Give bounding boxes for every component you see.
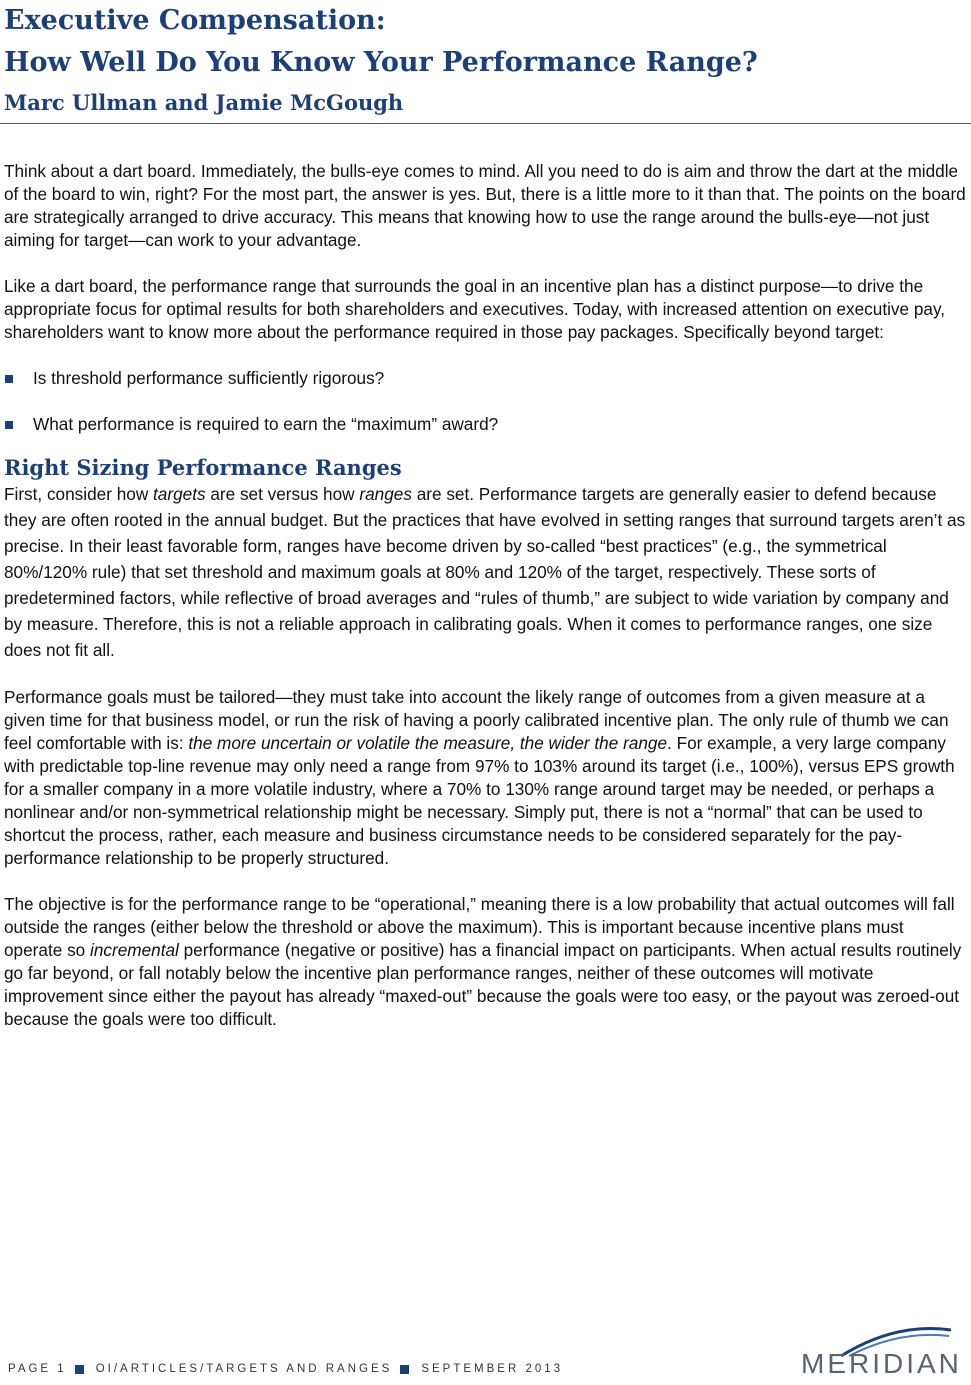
article-body — [4, 160, 966, 1031]
list-item — [4, 367, 966, 390]
list-item — [4, 413, 966, 436]
footer-path: OI/ARTICLES/TARGETS AND RANGES — [95, 1363, 393, 1375]
bullet-text: Is threshold performance sufficiently rigorous? — [33, 368, 385, 388]
p5-text: The objective is for the performance range to be “operational,” meaning there is a low probability that actual outcomes will fall outside the ranges (either below the threshold or above the maximum). This is important because incentive plans must operate so — [4, 894, 955, 960]
footer-page: PAGE 1 — [8, 1363, 67, 1375]
p3-text: are set. Performance targets are generally easier to defend because they are often rooted in the annual budget. But the practices that have evolved in setting ranges that surround targets aren’t as precise. In their least favorable form, ranges have become driven by so-called “best practices” (e.g., the symmetrical 80%/120% rule) that set threshold and maximum goals at 80% and 120% of the target, respectively. These sorts of predetermined factors, while reflective of broad averages and “rules of thumb,” are subject to wide variation by company and by measure. Therefore, this is not a reliable approach in calibrating goals. When it comes to performance ranges, one size does not fit all. — [4, 484, 966, 660]
p3-text: are set versus how — [205, 484, 360, 504]
footer-separator-icon — [400, 1365, 409, 1374]
p5-italic: incremental — [90, 940, 179, 960]
authors: Marc Ullman and Jamie McGough — [4, 90, 404, 115]
p5-text: performance (negative or positive) has a financial impact on participants. When actual results routinely go far beyond, or fall notably below the incentive plan performance ranges, neither of these outcomes will motivate improvement since either the payout has already “maxed-out” because the goals were too easy, or the payout was zeroed-out because the goals were too difficult. — [4, 940, 962, 1029]
paragraph-5 — [4, 893, 966, 1031]
bullet-text: What performance is required to earn the “maximum” award? — [33, 414, 499, 434]
footer-date: SEPTEMBER 2013 — [421, 1363, 564, 1375]
footer-separator-icon — [75, 1365, 84, 1374]
meridian-logo — [801, 1318, 961, 1382]
paragraph-4 — [4, 686, 966, 870]
section-heading: Right Sizing Performance Ranges — [4, 455, 402, 480]
title-line-2: How Well Do You Know Your Performance Range? — [4, 47, 758, 78]
bullet-square-icon — [5, 375, 13, 383]
page-footer — [8, 1363, 563, 1375]
header-divider — [0, 123, 971, 124]
p4-text: . For example, a very large company with predictable top-line revenue may only need a range from 97% to 103% around its target (i.e., 100%), versus EPS growth for a smaller company in a more volatile industry, where a 70% to 130% range around target may be needed, or perhaps a nonlinear and/or non-symmetrical relationship might be necessary. Simply put, there is not a “normal” that can be used to shortcut the process, rather, each measure and business circumstance needs to be considered separately for the pay-performance relationship to be properly structured. — [4, 733, 955, 868]
document-title — [4, 0, 971, 84]
p3-text: First, consider how — [4, 484, 154, 504]
paragraph-2: Like a dart board, the performance range that surrounds the goal in an incentive plan has a distinct purpose—to drive the appropriate focus for optimal results for both shareholders and executives. Today, with increased attention on executive pay, shareholders want to know more about the performance required in those pay packages. Specifically beyond target: — [4, 276, 946, 342]
document-header — [4, 0, 971, 122]
p4-italic: the more uncertain or volatile the measure, the wider the range — [188, 733, 668, 753]
paragraph-1: Think about a dart board. Immediately, the bulls-eye comes to mind. All you need to do is aim and throw the dart at the middle of the board to win, right? For the most part, the answer is yes. But, there is a little more to it than that. The points on the board are strategically arranged to drive accuracy. This means that knowing how to use the range around the bulls-eye—not just aiming for target—can work to your advantage. — [4, 161, 966, 250]
bullet-list — [4, 367, 966, 436]
paragraph-3 — [4, 481, 966, 663]
logo-text: MERIDIAN — [801, 1348, 962, 1379]
p4-text: Performance goals must be tailored—they must take into account the likely range of outcomes from a given measure at a given time for that business model, or run the risk of having a poorly calibrated incentive plan. The only rule of thumb we can feel comfortable with is: — [4, 687, 949, 753]
p3-italic-targets: targets — [153, 484, 206, 504]
title-line-1: Executive Compensation: — [4, 5, 386, 36]
p3-italic-ranges: ranges — [359, 484, 412, 504]
bullet-square-icon — [5, 421, 13, 429]
